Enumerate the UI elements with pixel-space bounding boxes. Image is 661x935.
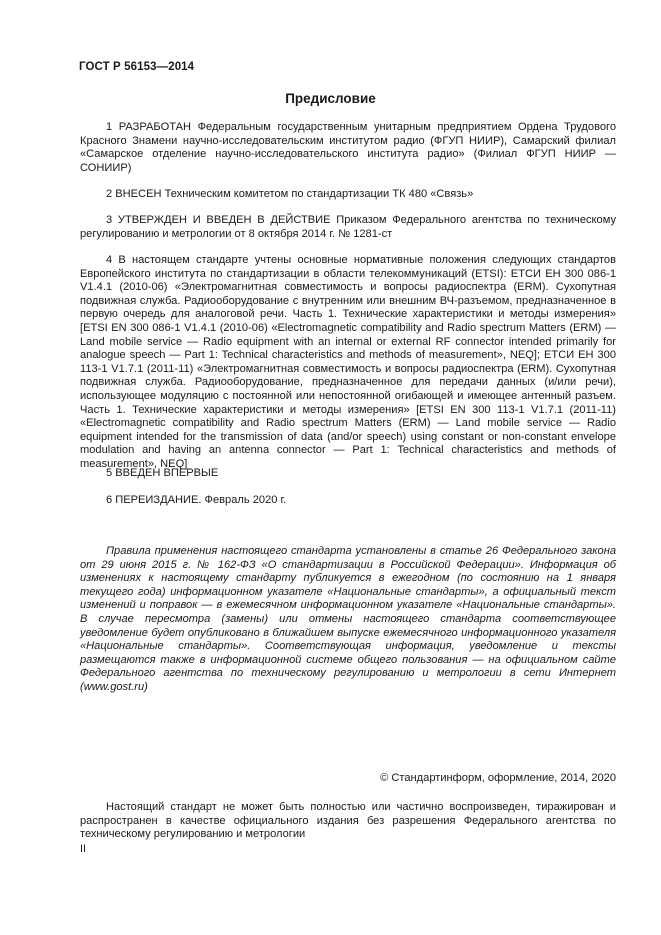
foreword-item-4: 4 В настоящем стандарте учтены основные нормативные положения следующих стандартов Европейского института по стандартизации в области телекоммуникаций (ETSI): ЕТСИ ЕН 300 086-1 V1.4.1 (2010-06) «Электромагнитная совместимость и вопросы радиоспектра (ERM). Сухопутная подвижная служба. Радиооборудование с внутренним или внешним ВЧ-разъемом, предназначенное в первую очередь для аналоговой речи. Часть 1. Технические характеристики и методы измерения» [ETSI EN 300 086-1 V1.4.1 (2010-06) «Electromagnetic compatibility and Radio spectrum Matters (ERM) — Land mobile service — Radio equipment with an internal or external RF connector intended primarily for analogue speech — Part 1: Technical characteristics and methods of measurement», NEQ]; ЕТСИ ЕН 300 113-1 V1.7.1 (2011-11) «Электромагнитная совместимость и вопросы радиоспектра (ERM). Сухопутная подвижная служба. Радиооборудование, предназначенное для передачи данных (и/или речи), использующее модуляцию с постоянной или непостоянной огибающей и имеющее антенный разъем. Часть 1. Технические характеристики и методы измерения» [ETSI EN 300 113-1 V1.7.1 (2011-11) «Electromagnetic compatibility and Radio spectrum Matters (ERM) — Land mobile service — Radio equipment intended for the transmission of data (and/or speech) using constant or non-constant envelope modulation and having an antenna connector — Part 1: Technical characteristics and methods of measurement», NEQ] — [80, 254, 616, 470]
foreword-item-6: 6 ПЕРЕИЗДАНИЕ. Февраль 2020 г. — [106, 494, 287, 506]
document-number: ГОСТ Р 56153—2014 — [79, 61, 195, 73]
foreword-item-2: 2 ВНЕСЕН Техническим комитетом по стандартизации ТК 480 «Связь» — [106, 188, 474, 200]
foreword-item-1: 1 РАЗРАБОТАН Федеральным государственным унитарным предприятием Ордена Трудового Красного Знамени научно-исследовательским институтом радио (ФГУП НИИР), Самарский филиал «Самарское отделение научно-исследовательского института радио» (Филиал ФГУП НИИР — СОНИИР) — [80, 121, 616, 174]
foreword-item-3: 3 УТВЕРЖДЕН И ВВЕДЕН В ДЕЙСТВИЕ Приказом Федерального агентства по техническому регулированию и метрологии от 8 октября 2014 г. № 1281-ст — [80, 214, 616, 240]
foreword-title: Предисловие — [285, 91, 376, 106]
copyright-line: © Стандартинформ, оформление, 2014, 2020 — [380, 772, 616, 784]
page-number: II — [80, 843, 87, 855]
standard-application-notice: Правила применения настоящего стандарта установлены в статье 26 Федерального закона от 29 июня 2015 г. № 162-ФЗ «О стандартизации в Российской Федерации». Информация об изменениях к настоящему стандарту публикуется в ежегодном (по состоянию на 1 января текущего года) информационном указателе «Национальные стандарты», а официальный текст изменений и поправок — в ежемесячном информационном указателе «Национальные стандарты». В случае пересмотра (замены) или отмены настоящего стандарта соответствующее уведомление будет опубликовано в ближайшем выпуске ежемесячного информационного указателя «Национальные стандарты». Соответствующая информация, уведомление и тексты размещаются также в информационной системе общего пользования — на официальном сайте Федерального агентства по техническому регулированию и метрологии в сети Интернет (www.gost.ru) — [80, 545, 616, 693]
foreword-item-5: 5 ВВЕДЕН ВПЕРВЫЕ — [106, 467, 219, 479]
reproduction-note: Настоящий стандарт не может быть полностью или частично воспроизведен, тиражирован и распространен в качестве официального издания без разрешения Федерального агентства по техническому регулированию и метрологии — [80, 801, 616, 841]
